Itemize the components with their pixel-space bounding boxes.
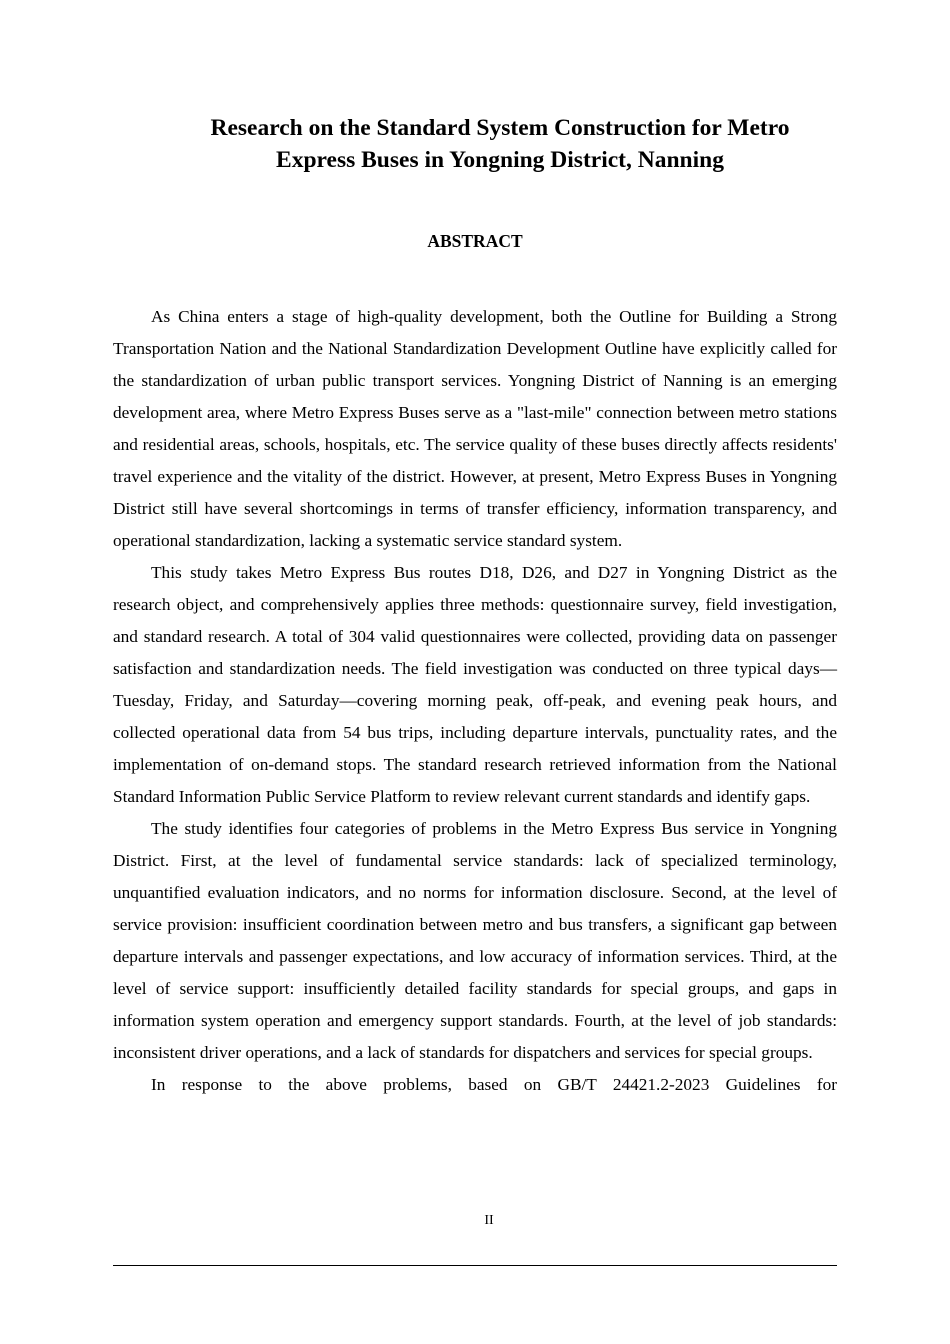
paragraph-2: This study takes Metro Express Bus routes D18, D26, and D27 in Yongning District as the research object, and comprehensively applies three methods: questionnaire survey, field investigation, and standard research. A total of 304 valid questionnaires were collected, providing data on passenger satisfaction and standardization needs. The field investigation was conducted on three typical days—Tuesday, Friday, and Saturday—covering morning peak, off-peak, and evening peak hours, and collected operational data from 54 bus trips, including departure intervals, punctuality rates, and the implementation of on-demand stops. The standard research retrieved information from the National Standard Information Public Service Platform to review relevant current standards and identify gaps. xyxy=(113,563,837,806)
paragraph-1: As China enters a stage of high-quality development, both the Outline for Building a Strong Transportation Nation and the National Standardization Development Outline have explicitly called for the standardization of urban public transport services. Yongning District of Nanning is an emerging development area, where Metro Express Buses serve as a "last-mile" connection between metro stations and residential areas, schools, hospitals, etc. The service quality of these buses directly affects residents' travel experience and the vitality of the district. However, at present, Metro Express Buses in Yongning District still have several shortcomings in terms of transfer efficiency, information transparency, and operational standardization, lacking a systematic service standard system. xyxy=(113,307,837,550)
abstract-body xyxy=(113,301,837,1101)
abstract-heading: ABSTRACT xyxy=(427,231,523,251)
footer-divider xyxy=(113,1265,837,1266)
paragraph-4: In response to the above problems, based on GB/T 24421.2-2023 Guidelines for xyxy=(151,1075,837,1094)
paragraph-3: The study identifies four categories of problems in the Metro Express Bus service in Yongning District. First, at the level of fundamental service standards: lack of specialized terminology, unquantified evaluation indicators, and no norms for information disclosure. Second, at the level of service provision: insufficient coordination between metro and bus transfers, a significant gap between departure intervals and passenger expectations, and low accuracy of information services. Third, at the level of service support: insufficiently detailed facility standards for special groups, and gaps in information system operation and emergency support standards. Fourth, at the level of job standards: inconsistent driver operations, and a lack of standards for dispatchers and services for special groups. xyxy=(113,819,837,1062)
page-number: II xyxy=(484,1213,494,1228)
title-line-2: Express Buses in Yongning District, Nanning xyxy=(276,147,724,173)
title-line-1: Research on the Standard System Construction for Metro xyxy=(210,115,790,141)
document-title xyxy=(0,112,950,176)
